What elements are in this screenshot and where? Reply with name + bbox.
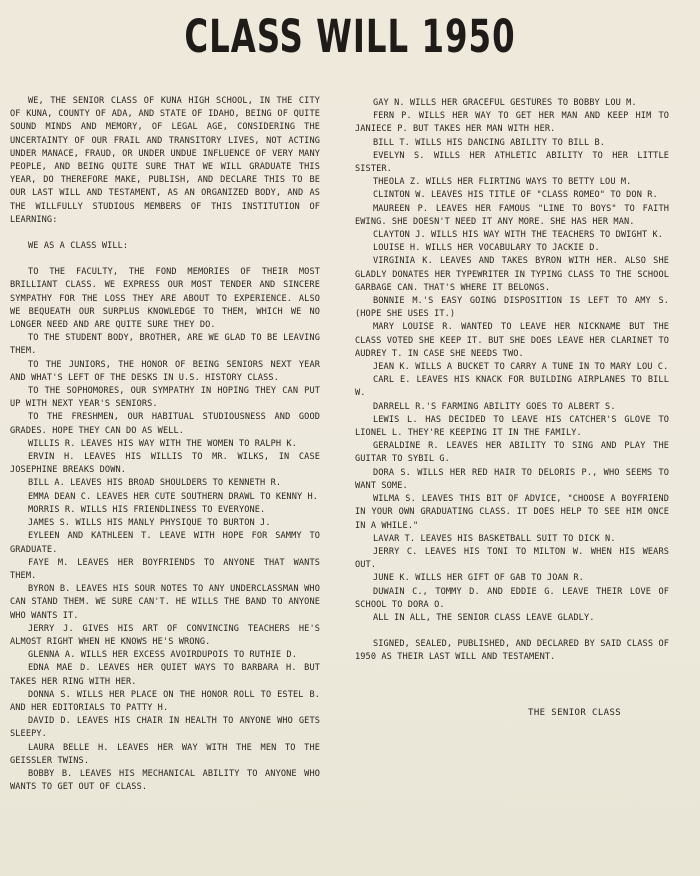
bequest: CLAYTON J. WILLS HIS WAY WITH THE TEACHERS TO DWIGHT K. [373,230,664,241]
bequest: DORA S. WILLS HER RED HAIR TO DELORIS P., WHO SEEMS TO WANT SOME. [355,467,669,491]
bequest: LOUISE H. WILLS HER VOCABULARY TO JACKIE D. [373,243,600,254]
bequest: JUNE K. WILLS HER GIFT OF GAB TO JOAN R. [373,573,584,584]
bequest: TO THE JUNIORS, THE HONOR OF BEING SENIORS NEXT YEAR AND WHAT'S LEFT OF THE DESKS IN U.S. HISTORY CLASS. [10,359,320,383]
bequest: ERVIN H. LEAVES HIS WILLIS TO MR. WILKS, IN CASE JOSEPHINE BREAKS DOWN. [10,452,320,476]
bequest: FERN P. WILLS HER WAY TO GET HER MAN AND KEEP HIM TO JANIECE P. BUT TAKES HER MAN WITH HER. [355,111,669,135]
bequest: EDNA MAE D. LEAVES HER QUIET WAYS TO BARBARA H. BUT TAKES HER RING WITH HER. [10,663,320,687]
bequest: MARY LOUISE R. WANTED TO LEAVE HER NICKNAME BUT THE CLASS VOTED SHE KEEP IT. BUT SHE DOES LEAVE HER CLARINET TO AUDREY T. IN CASE SHE NEEDS TWO. [355,322,669,359]
bequest: EYLEEN AND KATHLEEN T. LEAVE WITH HOPE FOR SAMMY TO GRADUATE. [10,531,320,555]
bequest: DUWAIN C., TOMMY D. AND EDDIE G. LEAVE THEIR LOVE OF SCHOOL TO DORA O. [355,586,669,610]
bequest: DONNA S. WILLS HER PLACE ON THE HONOR ROLL TO ESTEL B. AND HER EDITORIALS TO PATTY H. [10,689,320,713]
bequest: TO THE STUDENT BODY, BROTHER, ARE WE GLAD TO BE LEAVING THEM. [10,333,320,357]
bequest: FAYE M. LEAVES HER BOYFRIENDS TO ANYONE THAT WANTS THEM. [10,557,320,581]
bequest: BONNIE M.'S EASY GOING DISPOSITION IS LEFT TO AMY S. (HOPE SHE USES IT.) [355,296,669,320]
bequest: LEWIS L. HAS DECIDED TO LEAVE HIS CATCHER'S GLOVE TO LIONEL L. THEY'RE KEEPING IT IN THE FAMILY. [355,414,669,439]
closing-statement: SIGNED, SEALED, PUBLISHED, AND DECLARED BY SAID CLASS OF 1950 AS THEIR LAST WILL AND TESTAMENT. [355,639,669,663]
intro-line: WE AS A CLASS WILL: [28,241,129,252]
bequest: GLENNA A. WILLS HER EXCESS AVOIRDUPOIS TO RUTHIE D. [28,650,297,661]
bequest: TO THE FACULTY, THE FOND MEMORIES OF THEIR MOST BRILLIANT CLASS. WE EXPRESS OUR MOST TENDER AND SINCERE SYMPATHY FOR THE LOSS THEY ARE ABOUT TO EXPERIENCE. ALSO WE BEQUEATH OUR SURPLUS KNOWLEDGE TO THEM, WHICH WE NO LONGER NEED AND ARE QUITE SURE THEY DO. [10,267,320,331]
preamble: WE, THE SENIOR CLASS OF KUNA HIGH SCHOOL, IN THE CITY OF KUNA, COUNTY OF ADA, AND STATE OF IDAHO, BEING OF QUITE SOUND MINDS AND MEMORY, OF LEGAL AGE, CONSIDERING THE UNCERTAINTY OF OUR FRAIL AND TRANSITORY LIVES, NOT ACTING UNDER MANACE, FRAUD, OR UNDER UNDUE INFLUENCE OF VERY MANY PEOPLE, AND BEING QUITE SURE THAT WE WILL GRADUATE THIS YEAR, DO THEREFORE MAKE, PUBLISH, AND DECLARE THIS TO BE OUR LAST WILL AND TESTAMENT, AS AN ORGANIZED BODY, AND AS THE WILLFULLY STUDIOUS MEMBERS OF THIS INSTITUTION OF LEARNING: [10,96,320,225]
bequest: BYRON B. LEAVES HIS SOUR NOTES TO ANY UNDERCLASSMAN WHO CAN STAND THEM. WE SURE CAN'T. HE WILLS THE BAND TO ANYONE WHO WANTS IT. [10,584,320,621]
bequest: EMMA DEAN C. LEAVES HER CUTE SOUTHERN DRAWL TO KENNY H. [28,491,319,502]
bequest: BILL T. WILLS HIS DANCING ABILITY TO BILL B. [373,137,606,148]
bequest: EVELYN S. WILLS HER ATHLETIC ABILITY TO HER LITTLE SISTER. [355,150,669,175]
bequest: ALL IN ALL, THE SENIOR CLASS LEAVE GLADLY. [373,612,595,623]
bequest: THEOLA Z. WILLS HER FLIRTING WAYS TO BETTY LOU M. [373,177,632,188]
bequest: BILL A. LEAVES HIS BROAD SHOULDERS TO KENNETH R. [28,478,282,489]
bequest: MAUREEN P. LEAVES HER FAMOUS "LINE TO BOYS" TO FAITH EWING. SHE DOESN'T NEED IT ANY MORE. SHE HAS HER MAN. [355,203,669,227]
bequest: CLINTON W. LEAVES HIS TITLE OF "CLASS ROMEO" TO DON R. [373,190,658,201]
bequest: GERALDINE R. LEAVES HER ABILITY TO SING AND PLAY THE GUITAR TO SYBIL G. [355,441,669,465]
bequest: LAVAR T. LEAVES HIS BASKETBALL SUIT TO DICK N. [373,533,616,544]
bequest: WILLIS R. LEAVES HIS WAY WITH THE WOMEN TO RALPH K. [28,438,297,449]
bequest: VIRGINIA K. LEAVES AND TAKES BYRON WITH HER. ALSO SHE GLADLY DONATES HER TYPEWRITER IN TYPING CLASS TO THE SCHOOL GARBAGE CAN. THAT'S WHERE IT BELONGS. [355,256,669,293]
bequest: MORRIS R. WILLS HIS FRIENDLINESS TO EVERYONE. [28,504,266,515]
bequest: TO THE SOPHOMORES, OUR SYMPATHY IN HOPING THEY CAN PUT UP WITH NEXT YEAR'S SENIORS. [10,386,320,410]
bequest: JEAN K. WILLS A BUCKET TO CARRY A TUNE IN TO MARY LOU C. [373,362,669,373]
left-column [10,95,320,794]
right-column [355,97,669,665]
bequest: BOBBY B. LEAVES HIS MECHANICAL ABILITY TO ANYONE WHO WANTS TO GET OUT OF CLASS. [10,768,320,793]
bequest: JERRY J. GIVES HIS ART OF CONVINCING TEACHERS HE'S ALMOST RIGHT WHEN HE KNOWS HE'S WRONG. [10,623,320,647]
bequest: WILMA S. LEAVES THIS BIT OF ADVICE, "CHOOSE A BOYFRIEND IN YOUR OWN GRADUATING CLASS. IT DOES HELP TO SEE HIM ONCE IN A WHILE." [355,494,669,531]
bequest: JERRY C. LEAVES HIS TONI TO MILTON W. WHEN HIS WEARS OUT. [355,546,669,571]
bequest: DARRELL R.'S FARMING ABILITY GOES TO ALBERT S. [373,401,616,412]
bequest: LAURA BELLE H. LEAVES HER WAY WITH THE MEN TO THE GEISSLER TWINS. [10,742,320,766]
page-title: CLASS WILL 1950 [184,12,516,64]
bequest: JAMES S. WILLS HIS MANLY PHYSIQUE TO BURTON J. [28,518,271,529]
bequest: CARL E. LEAVES HIS KNACK FOR BUILDING AIRPLANES TO BILL W. [355,375,669,399]
bequest: DAVID D. LEAVES HIS CHAIR IN HEALTH TO ANYONE WHO GETS SLEEPY. [10,716,320,740]
signature: THE SENIOR CLASS [528,708,622,718]
bequest: GAY N. WILLS HER GRACEFUL GESTURES TO BOBBY LOU M. [373,98,637,108]
bequest: TO THE FRESHMEN, OUR HABITUAL STUDIOUSNESS AND GOOD GRADES. HOPE THEY CAN DO AS WELL. [10,412,320,436]
